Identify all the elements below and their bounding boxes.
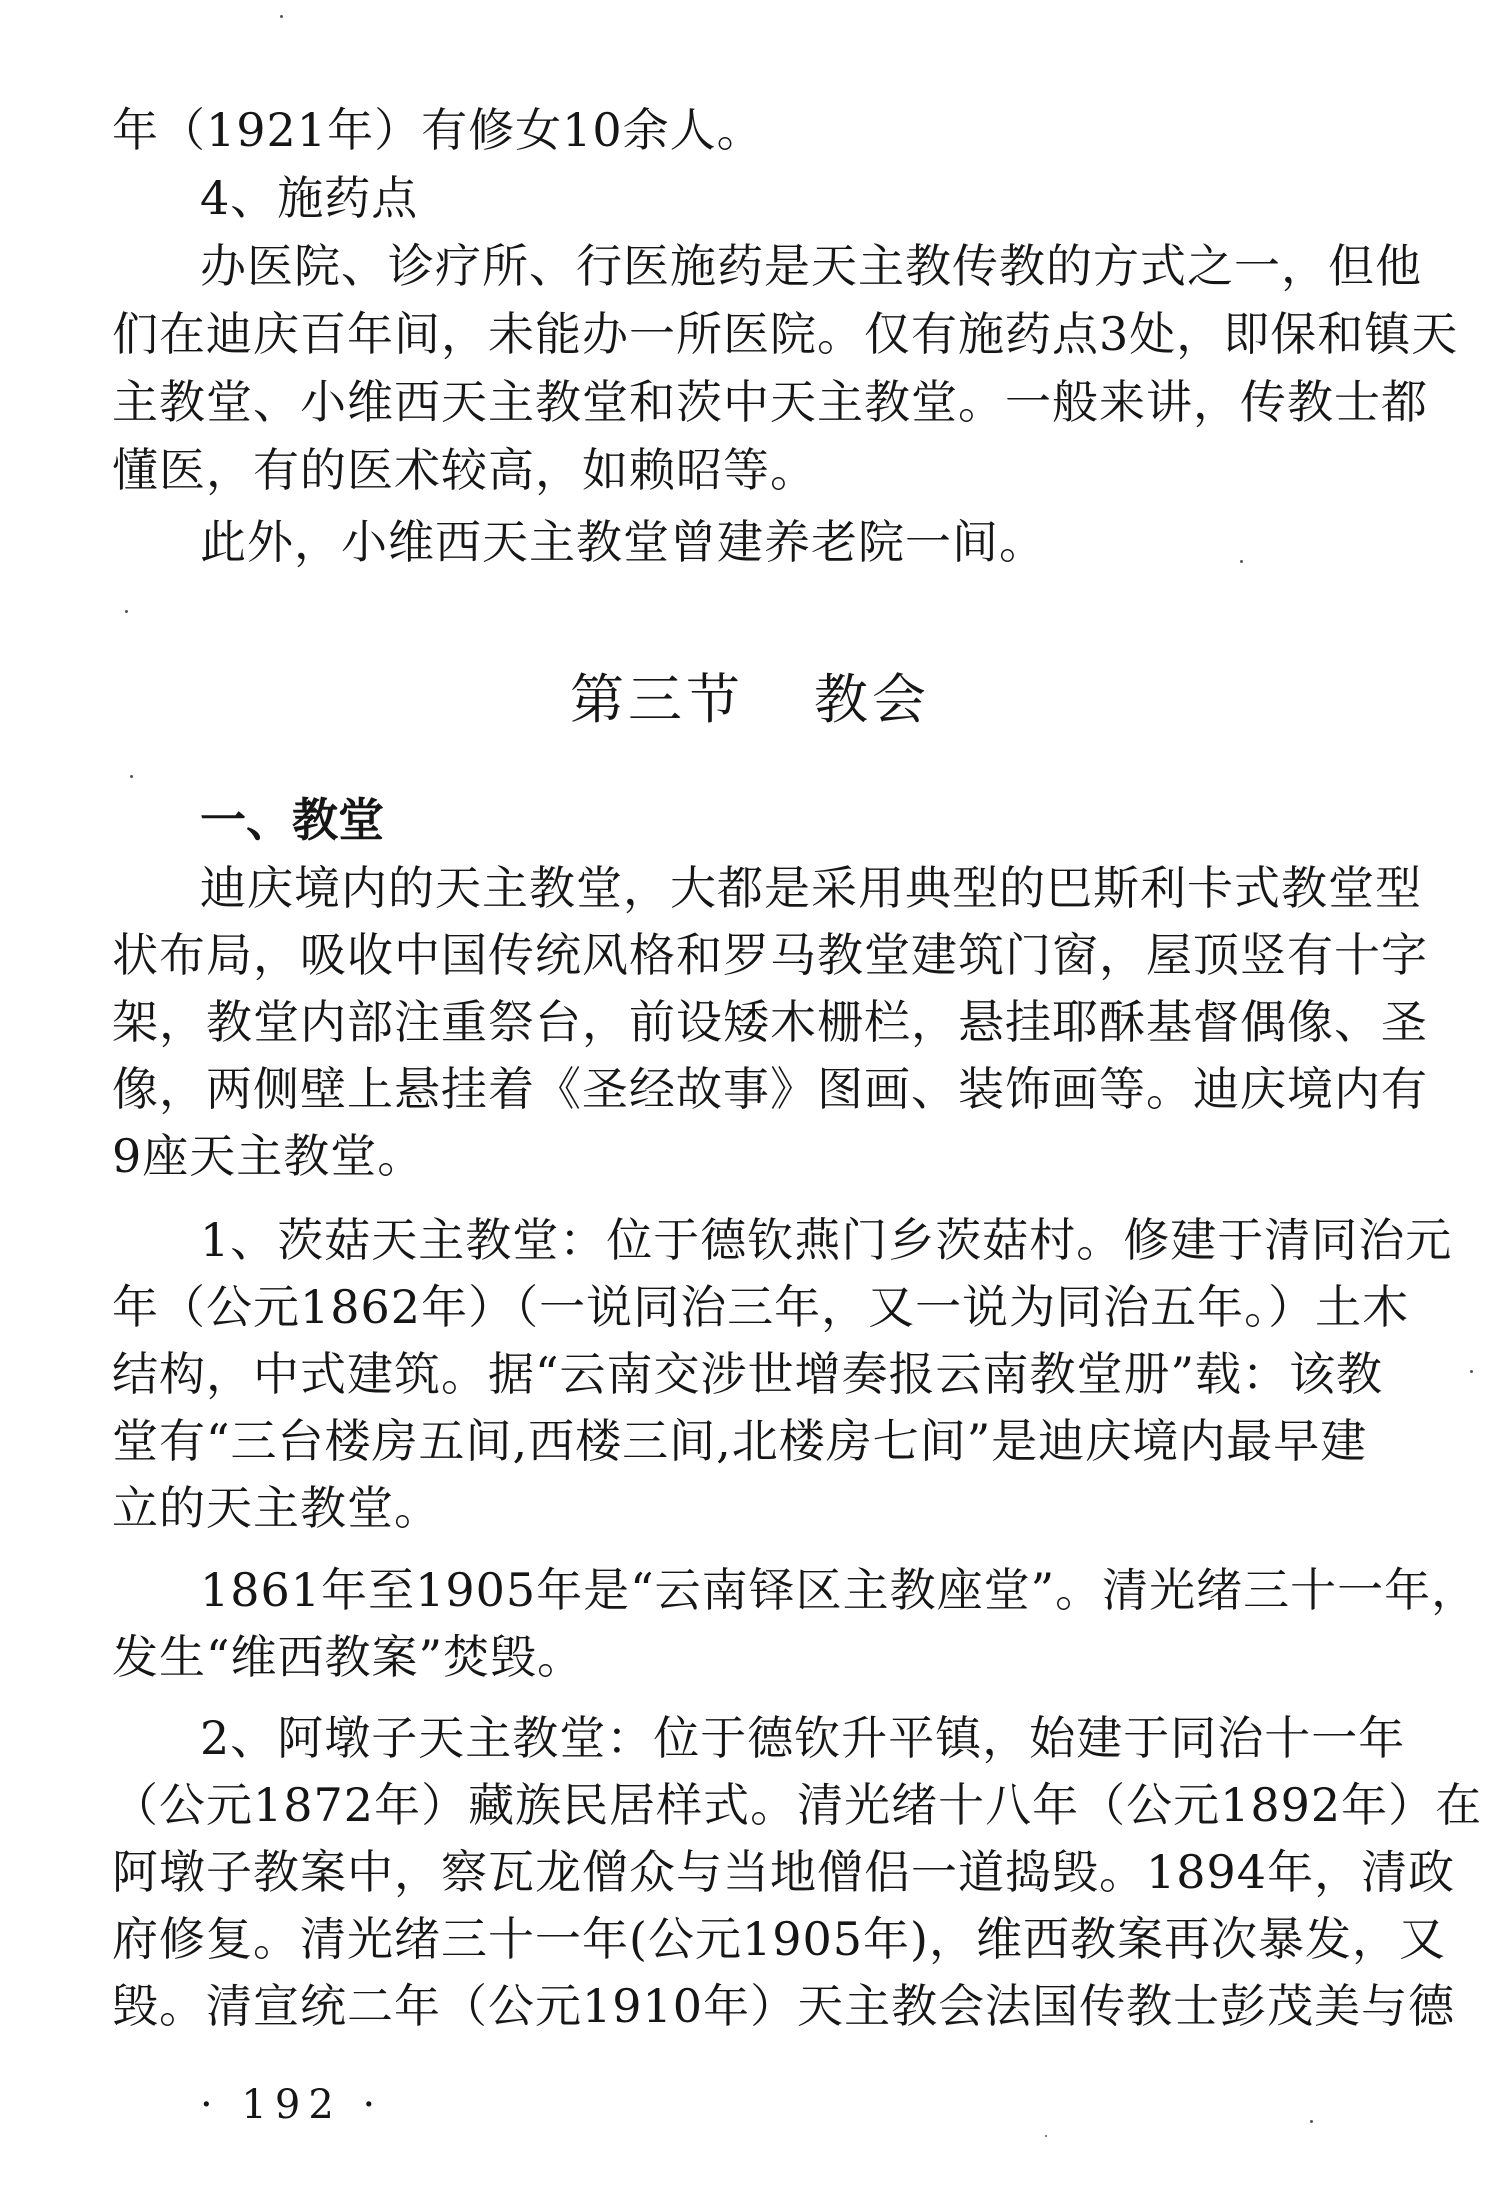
text-line: （公元1872年）藏族民居样式。清光绪十八年（公元1892年）在 [112, 1778, 1483, 1832]
text-line: 们在迪庆百年间，未能办一所医院。仅有施药点3处，即保和镇天 [112, 307, 1459, 361]
text-line: 办医院、诊疗所、行医施药是天主教传教的方式之一，但他 [200, 239, 1422, 293]
text-line: 懂医，有的医术较高，如赖昭等。 [112, 443, 817, 497]
text-line: 状布局，吸收中国传统风格和罗马教堂建筑门窗，屋顶竖有十字 [112, 928, 1428, 982]
text-line: 像，两侧壁上悬挂着《圣经故事》图画、装饰画等。迪庆境内有 [112, 1062, 1428, 1116]
text-line: 2、阿墩子天主教堂：位于德钦升平镇，始建于同治十一年 [200, 1711, 1406, 1765]
text-line: 年（公元1862年）（一说同治三年，又一说为同治五年。）土木 [112, 1280, 1410, 1334]
text-line: 府修复。清光绪三十一年(公元1905年)，维西教案再次暴发，又 [112, 1912, 1446, 1966]
text-line: 迪庆境内的天主教堂，大都是采用典型的巴斯利卡式教堂型 [200, 861, 1422, 915]
text-line: 1861年至1905年是“云南铎区主教座堂”。清光绪三十一年， [200, 1563, 1479, 1617]
text-line: 发生“维西教案”焚毁。 [112, 1630, 585, 1684]
subheading: 一、教堂 [200, 793, 384, 847]
text-line: 架，教堂内部注重祭台，前设矮木栅栏，悬挂耶酥基督偶像、圣 [112, 995, 1428, 1049]
scan-speck [130, 775, 133, 778]
text-line: 阿墩子教案中，察瓦龙僧众与当地僧侣一道捣毁。1894年，清政 [112, 1845, 1456, 1899]
text-line: 年（1921年）有修女10余人。 [112, 103, 764, 157]
page-number: · 192 · [200, 2082, 384, 2128]
text-line: 4、施药点 [200, 171, 419, 225]
scan-speck [1310, 2120, 1313, 2123]
scan-speck [280, 15, 283, 18]
text-line: 堂有“三台楼房五间,西楼三间,北楼房七间”是迪庆境内最早建 [112, 1414, 1368, 1468]
scan-speck [1240, 560, 1243, 563]
text-line: 9座天主教堂。 [112, 1129, 425, 1183]
text-line: 立的天主教堂。 [112, 1481, 441, 1535]
section-title [0, 665, 1500, 735]
text-line: 毁。清宣统二年（公元1910年）天主教会法国传教士彭茂美与德 [112, 1979, 1456, 2033]
section-number: 第三节 [570, 668, 744, 731]
text-line: 1、茨菇天主教堂：位于德钦燕门乡茨菇村。修建于清同治元 [200, 1213, 1453, 1267]
text-line: 主教堂、小维西天主教堂和茨中天主教堂。一般来讲，传教士都 [112, 375, 1428, 429]
scan-speck [125, 610, 128, 613]
section-name: 教会 [814, 668, 930, 731]
text-line: 此外，小维西天主教堂曾建养老院一间。 [200, 515, 1046, 569]
scan-speck [1045, 2135, 1047, 2137]
scan-speck [1470, 1370, 1473, 1373]
text-line: 结构，中式建筑。据“云南交涉世增奏报云南教堂册”载：该教 [112, 1347, 1384, 1401]
